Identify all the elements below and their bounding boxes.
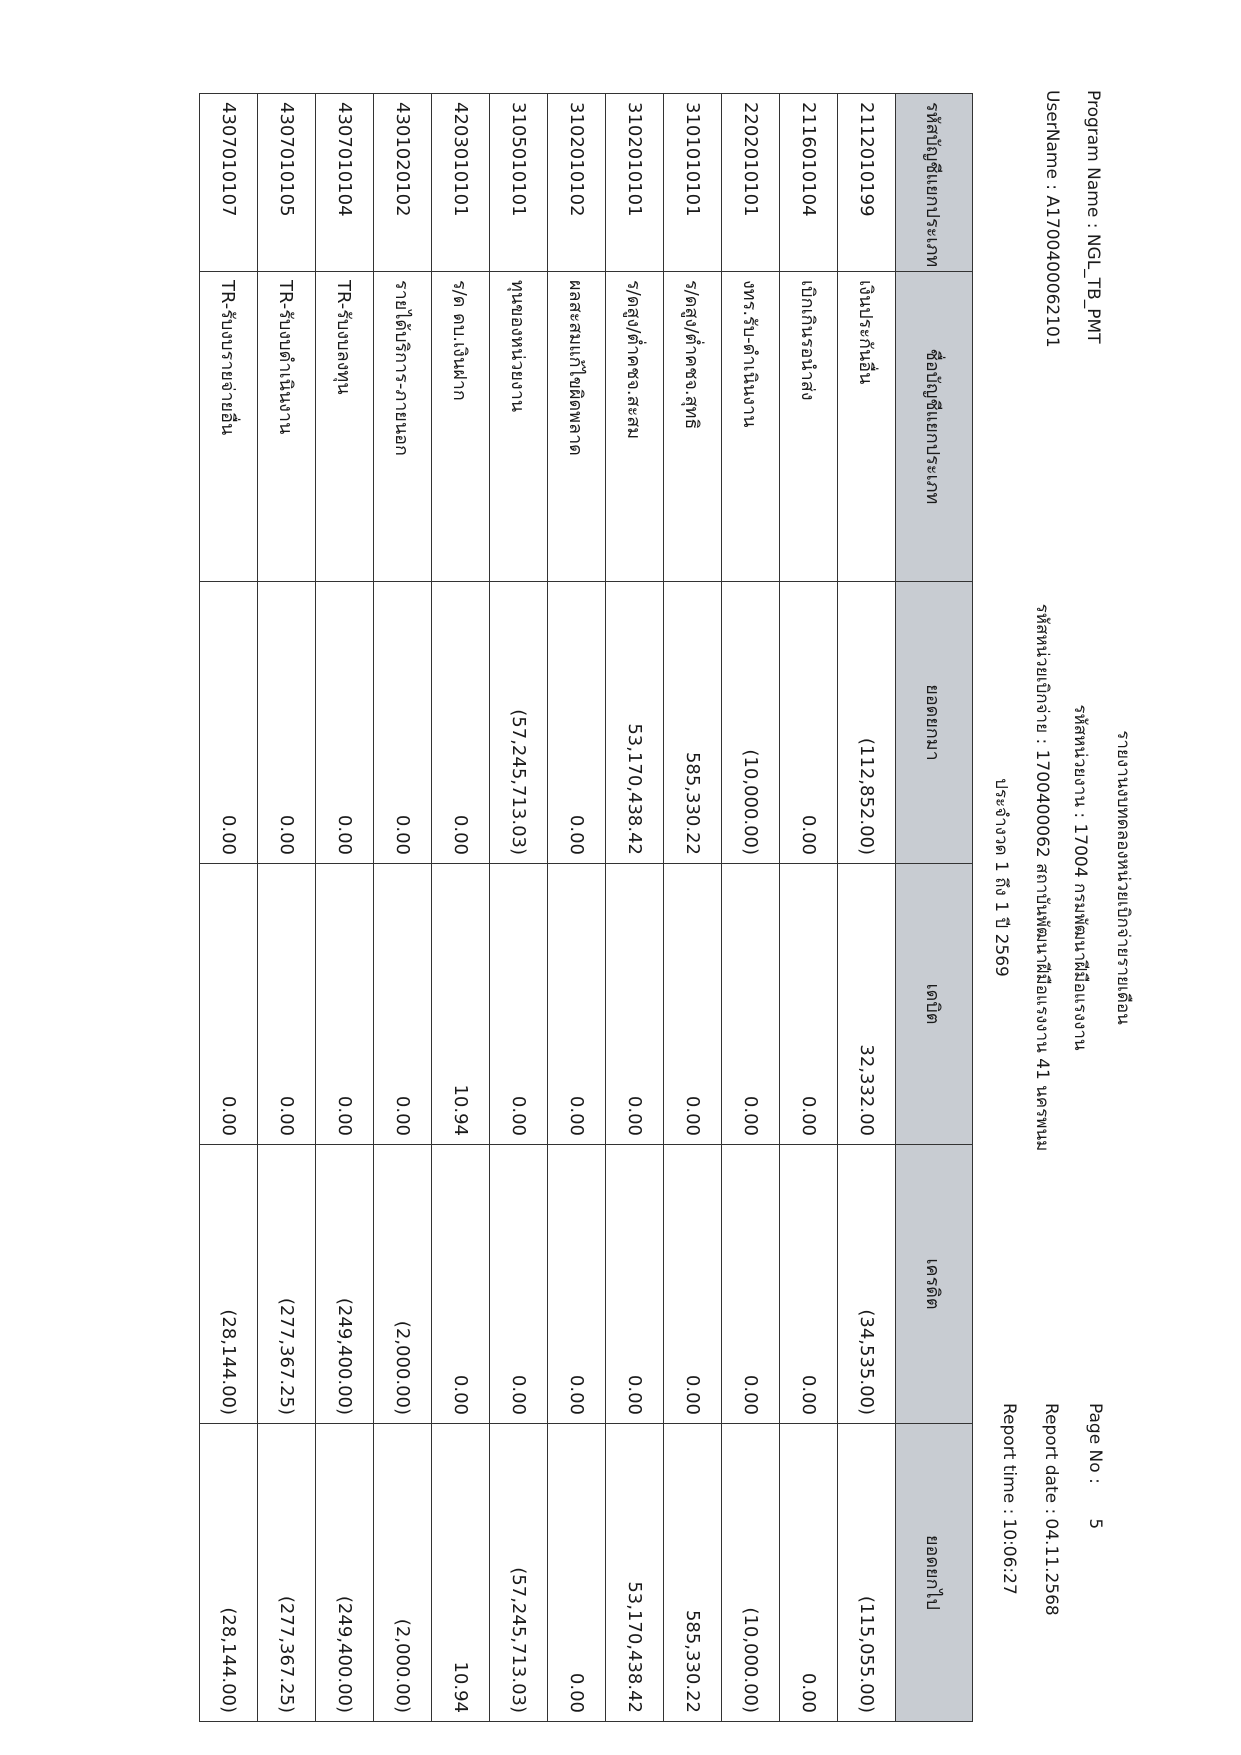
table-row: [200, 94, 258, 1722]
brought-forward-cell: 0.00: [780, 582, 838, 864]
account-name-cell: งทร.รับ-ดำเนินงาน: [722, 272, 780, 582]
debit-cell: 0.00: [490, 864, 548, 1145]
brought-forward-cell: (112,852.00): [838, 582, 896, 864]
username: UserName : A1700400062101: [1042, 90, 1062, 348]
brought-forward-cell: 0.00: [200, 582, 258, 864]
carried-forward-cell: 585,330.22: [664, 1424, 722, 1722]
page-number: [1085, 1403, 1105, 1529]
account-name-cell: TR-รับงบลงทุน: [316, 272, 374, 582]
unit-code: รหัสหน่วยงาน : 17004 กรมพัฒนาฝีมือแรงงาน: [1070, 704, 1090, 1051]
debit-cell: 0.00: [722, 864, 780, 1145]
col-header-debit: เดบิต: [896, 864, 973, 1145]
credit-cell: (34,535.00): [838, 1145, 896, 1424]
page-number-label: Page No :: [1085, 1403, 1105, 1484]
account-name-cell: TR-รับงบดำเนินงาน: [258, 272, 316, 582]
brought-forward-cell: (57,245,713.03): [490, 582, 548, 864]
account-code-cell: 2116010104: [780, 94, 838, 272]
carried-forward-cell: (115,055.00): [838, 1424, 896, 1722]
account-code-cell: 4301020102: [374, 94, 432, 272]
credit-cell: (277,367.25): [258, 1145, 316, 1424]
table-row: [316, 94, 374, 1722]
col-header-account-name: ชื่อบัญชีแยกประเภท: [896, 272, 973, 582]
brought-forward-cell: 585,330.22: [664, 582, 722, 864]
report-title: รายงานงบทดลองหน่วยเบิกจ่ายรายเดือน: [1113, 730, 1133, 1025]
account-name-cell: ร/ดสูง/ต่ำคชจ.สุทธิ: [664, 272, 722, 582]
table-row: [606, 94, 664, 1722]
debit-cell: 0.00: [548, 864, 606, 1145]
col-header-carried-forward: ยอดยกไป: [896, 1424, 973, 1722]
carried-forward-cell: 53,170,438.42: [606, 1424, 664, 1722]
carried-forward-cell: (57,245,713.03): [490, 1424, 548, 1722]
page-number-value: 5: [1085, 1518, 1105, 1530]
carried-forward-cell: (277,367.25): [258, 1424, 316, 1722]
account-code-cell: 2202010101: [722, 94, 780, 272]
col-header-account-code: รหัสบัญชีแยกประเภท: [896, 94, 973, 272]
program-name: Program Name : NGL_TB_PMT: [1083, 90, 1103, 344]
account-name-cell: ร/ดสูง/ต่ำคชจ.สะสม: [606, 272, 664, 582]
carried-forward-cell: 0.00: [548, 1424, 606, 1722]
report-time-label: Report time :: [999, 1403, 1019, 1515]
credit-cell: 0.00: [548, 1145, 606, 1424]
credit-cell: (28,144.00): [200, 1145, 258, 1424]
table-row: [548, 94, 606, 1722]
account-code-cell: 4307010105: [258, 94, 316, 272]
brought-forward-cell: 0.00: [316, 582, 374, 864]
table-row: [780, 94, 838, 1722]
account-code-cell: 4307010107: [200, 94, 258, 272]
brought-forward-cell: 53,170,438.42: [606, 582, 664, 864]
account-name-cell: ทุนของหน่วยงาน: [490, 272, 548, 582]
debit-cell: 0.00: [606, 864, 664, 1145]
debit-cell: 32,332.00: [838, 864, 896, 1145]
account-code-cell: 2112010199: [838, 94, 896, 272]
credit-cell: 0.00: [432, 1145, 490, 1424]
account-name-cell: เบิกเกินรอนำส่ง: [780, 272, 838, 582]
credit-cell: 0.00: [606, 1145, 664, 1424]
carried-forward-cell: (28,144.00): [200, 1424, 258, 1722]
table-row: [432, 94, 490, 1722]
account-code-cell: 3101010101: [664, 94, 722, 272]
brought-forward-cell: 0.00: [432, 582, 490, 864]
credit-cell: 0.00: [780, 1145, 838, 1424]
carried-forward-cell: (10,000.00): [722, 1424, 780, 1722]
account-name-cell: เงินประกันอื่น: [838, 272, 896, 582]
report-date: [1041, 1403, 1061, 1616]
table-row: [374, 94, 432, 1722]
table-row: [258, 94, 316, 1722]
credit-cell: (2,000.00): [374, 1145, 432, 1424]
brought-forward-cell: (10,000.00): [722, 582, 780, 864]
report-time-value: 10:06:27: [999, 1518, 1019, 1595]
brought-forward-cell: 0.00: [258, 582, 316, 864]
carried-forward-cell: 0.00: [780, 1424, 838, 1722]
debit-cell: 0.00: [664, 864, 722, 1145]
debit-cell: 0.00: [374, 864, 432, 1145]
col-header-brought-forward: ยอดยกมา: [896, 582, 973, 864]
report-time: [999, 1403, 1019, 1595]
trial-balance-table: [199, 93, 973, 1722]
brought-forward-cell: 0.00: [548, 582, 606, 864]
account-code-cell: 3105010101: [490, 94, 548, 272]
account-code-cell: 4203010101: [432, 94, 490, 272]
credit-cell: 0.00: [490, 1145, 548, 1424]
table-body: [200, 94, 896, 1722]
account-name-cell: ร/ด ดบ.เงินฝาก: [432, 272, 490, 582]
disbursement-unit: รหัสหน่วยเบิกจ่าย : 1700400062 สถาบันพัฒนาฝีมือแรงงาน 41 นครพนม: [1032, 603, 1052, 1152]
table-header-row: [896, 94, 973, 1722]
credit-cell: 0.00: [722, 1145, 780, 1424]
carried-forward-cell: 10.94: [432, 1424, 490, 1722]
carried-forward-cell: (2,000.00): [374, 1424, 432, 1722]
account-name-cell: ผลสะสมแก้ไขผิดพลาด: [548, 272, 606, 582]
debit-cell: 0.00: [780, 864, 838, 1145]
debit-cell: 0.00: [258, 864, 316, 1145]
account-code-cell: 3102010101: [606, 94, 664, 272]
credit-cell: 0.00: [664, 1145, 722, 1424]
account-name-cell: รายได้บริการ-ภายนอก: [374, 272, 432, 582]
account-code-cell: 3102010102: [548, 94, 606, 272]
account-code-cell: 4307010104: [316, 94, 374, 272]
credit-cell: (249,400.00): [316, 1145, 374, 1424]
carried-forward-cell: (249,400.00): [316, 1424, 374, 1722]
report-date-value: 04.11.2568: [1041, 1518, 1061, 1616]
table-row: [722, 94, 780, 1722]
debit-cell: 0.00: [316, 864, 374, 1145]
account-name-cell: TR-รับงบรายจ่ายอื่น: [200, 272, 258, 582]
report-date-label: Report date :: [1041, 1403, 1061, 1515]
brought-forward-cell: 0.00: [374, 582, 432, 864]
table-row: [490, 94, 548, 1722]
table-row: [664, 94, 722, 1722]
report-period: ประจำงวด 1 ถึง 1 ปี 2569: [991, 778, 1011, 977]
col-header-credit: เครดิต: [896, 1145, 973, 1424]
table-row: [838, 94, 896, 1722]
debit-cell: 10.94: [432, 864, 490, 1145]
debit-cell: 0.00: [200, 864, 258, 1145]
